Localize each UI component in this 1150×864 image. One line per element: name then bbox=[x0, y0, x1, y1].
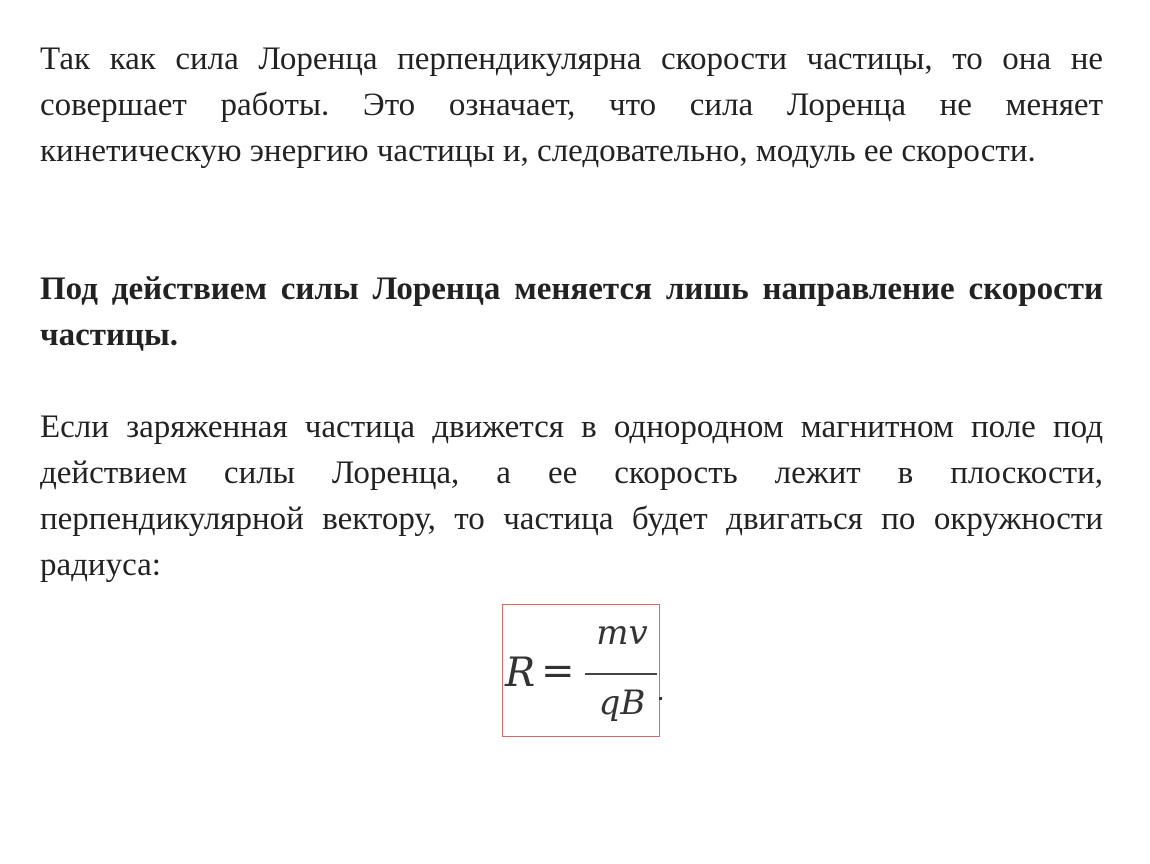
radius-formula bbox=[503, 605, 659, 736]
formula-period bbox=[659, 697, 662, 700]
formula-denominator: qB bbox=[598, 683, 646, 723]
paragraph-lorentz-work: Так как сила Лоренца перпендикулярна скорости частицы, то она не совершает работы. Это означает, что сила Лоренца не меняет кинетическую энергию частицы и, следовательно, модуль ее скорости. bbox=[40, 41, 1103, 169]
paragraph-direction-change: Под действием силы Лоренца меняется лишь направление скорости частицы. bbox=[40, 271, 1103, 353]
radius-formula-box bbox=[502, 604, 660, 737]
formula-equals: = bbox=[541, 648, 575, 694]
formula-lhs: R bbox=[505, 650, 536, 696]
formula-numerator: mv bbox=[596, 613, 648, 653]
paragraph-circular-motion: Если заряженная частица движется в однородном магнитном поле под действием силы Лоренца, а ее скорость лежит в плоскости, перпендикулярной вектору, то частица будет двигаться по окружности радиуса: bbox=[40, 409, 1103, 583]
fraction-bar bbox=[585, 673, 657, 675]
